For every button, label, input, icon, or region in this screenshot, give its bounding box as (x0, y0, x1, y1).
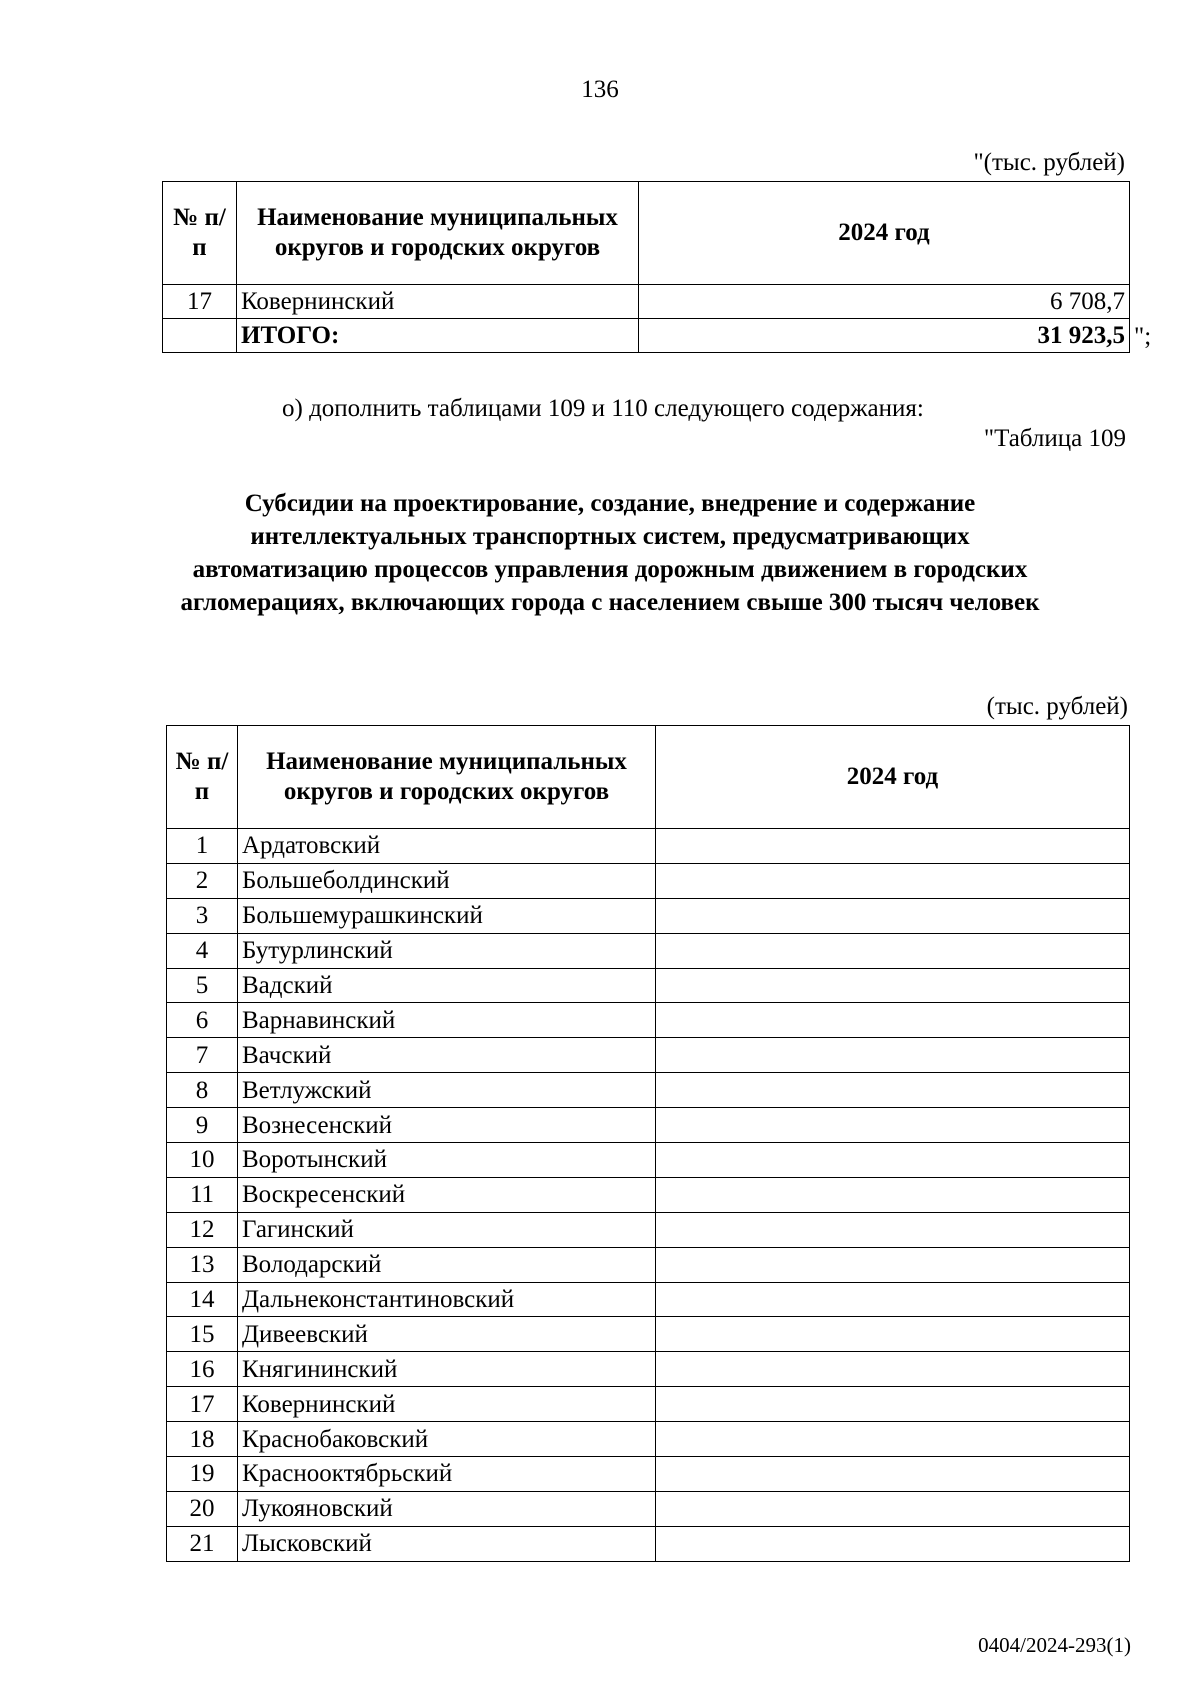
row-name: Ковернинский (238, 1387, 656, 1422)
units-label-prev: "(тыс. рублей) (973, 149, 1125, 176)
previous-table (162, 181, 1130, 353)
table-row (167, 1073, 1130, 1108)
row-value (656, 863, 1130, 898)
table-row (167, 1038, 1130, 1073)
row-value (656, 1317, 1130, 1352)
table-row (167, 1491, 1130, 1526)
table-row (167, 1003, 1130, 1038)
row-num: 3 (167, 898, 238, 933)
header-year: 2024 год (656, 726, 1130, 829)
row-value (656, 1247, 1130, 1282)
row-num: 7 (167, 1038, 238, 1073)
row-name: Большеболдинский (238, 863, 656, 898)
row-name: Гагинский (238, 1212, 656, 1247)
row-name: Краснобаковский (238, 1422, 656, 1457)
row-num: 21 (167, 1526, 238, 1561)
header-year: 2024 год (639, 182, 1130, 285)
table-row (167, 1387, 1130, 1422)
row-name: Лукояновский (238, 1491, 656, 1526)
row-value (656, 1352, 1130, 1387)
row-value (656, 1108, 1130, 1143)
row-num: 19 (167, 1457, 238, 1492)
table-header-row (163, 182, 1130, 285)
row-name: Воротынский (238, 1143, 656, 1178)
table-number: "Таблица 109 (983, 425, 1126, 452)
row-name: Варнавинский (238, 1003, 656, 1038)
table-row (167, 829, 1130, 864)
total-label: ИТОГО: (237, 319, 639, 353)
row-value (656, 829, 1130, 864)
row-num: 10 (167, 1143, 238, 1178)
table-row (167, 1247, 1130, 1282)
table-row (167, 1108, 1130, 1143)
row-num: 9 (167, 1108, 238, 1143)
row-value (656, 1422, 1130, 1457)
row-value (656, 1387, 1130, 1422)
row-num: 1 (167, 829, 238, 864)
table-row (167, 898, 1130, 933)
row-name: Вадский (238, 968, 656, 1003)
closing-quote: "; (1134, 323, 1152, 350)
table-row (163, 285, 1130, 319)
page-number: 136 (581, 76, 619, 103)
table-row (167, 1282, 1130, 1317)
row-value (656, 1212, 1130, 1247)
header-name: Наименование муниципальных округов и городских округов (238, 726, 656, 829)
row-value (656, 1073, 1130, 1108)
table-row (167, 1422, 1130, 1457)
row-value (656, 968, 1130, 1003)
row-name: Дивеевский (238, 1317, 656, 1352)
row-value (656, 933, 1130, 968)
row-value (656, 1143, 1130, 1178)
header-name: Наименование муниципальных округов и городских округов (237, 182, 639, 285)
row-num: 11 (167, 1177, 238, 1212)
row-value (656, 1177, 1130, 1212)
row-value (656, 1457, 1130, 1492)
row-num: 17 (167, 1387, 238, 1422)
row-name: Княгининский (238, 1352, 656, 1387)
row-num: 18 (167, 1422, 238, 1457)
row-num: 16 (167, 1352, 238, 1387)
row-name: Бутурлинский (238, 933, 656, 968)
table-row (167, 863, 1130, 898)
row-name: Краснооктябрьский (238, 1457, 656, 1492)
table-row (167, 1212, 1130, 1247)
row-num: 13 (167, 1247, 238, 1282)
row-value (656, 1282, 1130, 1317)
amendment-paragraph: о) дополнить таблицами 109 и 110 следующего содержания: (282, 395, 924, 422)
document-code: 0404/2024-293(1) (978, 1633, 1131, 1657)
row-num: 4 (167, 933, 238, 968)
header-num: № п/п (167, 726, 238, 829)
row-num: 14 (167, 1282, 238, 1317)
row-name: Дальнеконстантиновский (238, 1282, 656, 1317)
row-num: 8 (167, 1073, 238, 1108)
row-num: 5 (167, 968, 238, 1003)
row-name: Ардатовский (238, 829, 656, 864)
total-value: 31 923,5 (639, 319, 1130, 353)
row-num: 2 (167, 863, 238, 898)
table-row (167, 1526, 1130, 1561)
units-label: (тыс. рублей) (986, 693, 1128, 720)
row-value (656, 1526, 1130, 1561)
row-num: 17 (163, 285, 237, 319)
row-num: 15 (167, 1317, 238, 1352)
table-row (167, 1457, 1130, 1492)
table-row (167, 1143, 1130, 1178)
table-row (167, 1352, 1130, 1387)
row-value (656, 898, 1130, 933)
row-value (656, 1003, 1130, 1038)
table-header-row (167, 726, 1130, 829)
total-row (163, 319, 1130, 353)
row-name: Ветлужский (238, 1073, 656, 1108)
table-row (167, 1177, 1130, 1212)
row-value (656, 1491, 1130, 1526)
table-row (167, 968, 1130, 1003)
row-value (656, 1038, 1130, 1073)
row-name: Лысковский (238, 1526, 656, 1561)
row-name: Большемурашкинский (238, 898, 656, 933)
row-name: Володарский (238, 1247, 656, 1282)
row-name: Воскресенский (238, 1177, 656, 1212)
table-row (167, 1317, 1130, 1352)
row-value: 6 708,7 (639, 285, 1130, 319)
table-109 (166, 725, 1130, 1562)
table-row (167, 933, 1130, 968)
row-name: Вачский (238, 1038, 656, 1073)
header-num: № п/п (163, 182, 237, 285)
row-name: Ковернинский (237, 285, 639, 319)
table-title: Субсидии на проектирование, создание, внедрение и содержание интеллектуальных транспортных систем, предусматривающих автоматизацию процессов управления дорожным движением в городских агломерациях, включающих города с населением свыше 300 тысяч человек (180, 490, 1040, 616)
total-num-empty (163, 319, 237, 353)
row-num: 6 (167, 1003, 238, 1038)
row-num: 20 (167, 1491, 238, 1526)
row-name: Вознесенский (238, 1108, 656, 1143)
row-num: 12 (167, 1212, 238, 1247)
